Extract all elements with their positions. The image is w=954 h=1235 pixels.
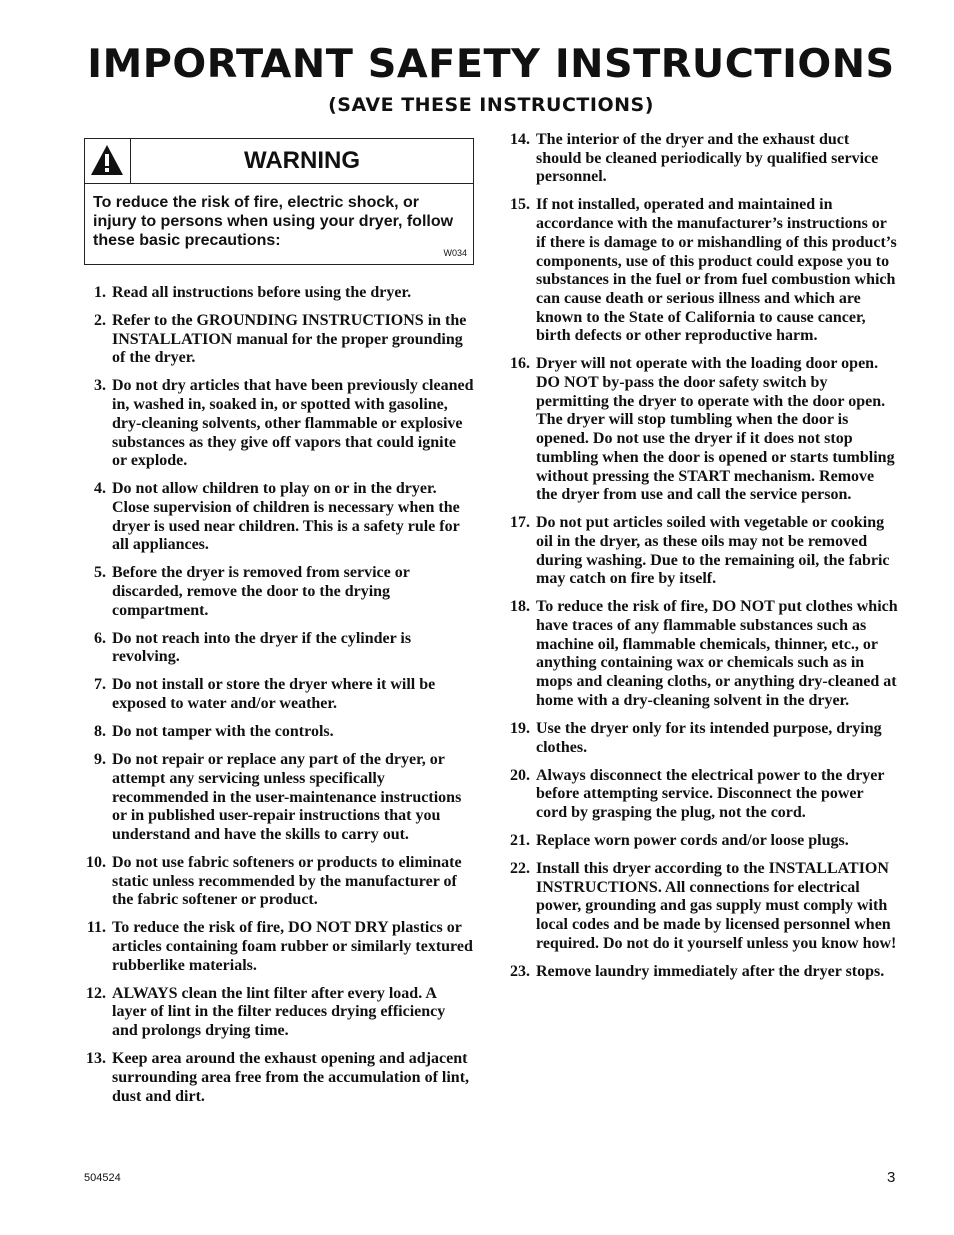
item-number: 19. <box>510 719 530 737</box>
list-item <box>84 284 474 303</box>
item-text: Do not put articles soiled with vegetable or cooking oil in the dryer, as these oils may not be removed during washing. Due to the remaining oil, the fabric may catch on fire by itself. <box>536 514 890 588</box>
item-text: Keep area around the exhaust opening and adjacent surrounding area free from the accumulation of lint, dust and dirt. <box>112 1050 470 1105</box>
item-number: 20. <box>510 766 530 784</box>
list-item <box>84 751 474 845</box>
list-item <box>508 720 898 757</box>
page-number: 3 <box>887 1169 896 1186</box>
page-subtitle: (SAVE THESE INSTRUCTIONS) <box>328 94 654 116</box>
list-item <box>84 312 474 368</box>
list-item <box>84 676 474 713</box>
list-item <box>508 514 898 589</box>
warning-text: To reduce the risk of fire, electric shock, or injury to persons when using your dryer, follow these basic precautions: <box>93 194 454 249</box>
item-text: Dryer will not operate with the loading door open. DO NOT by-pass the door safety switch by permitting the dryer to operate with the door open. The dryer will stop tumbling when the door is opened. Do not use the dryer if it does not stop tumbling when the door is opened or starts tumbling without pressing the START mechanism. Remove the dryer from use and call the service person. <box>536 355 895 504</box>
list-item <box>508 832 898 851</box>
item-text: If not installed, operated and maintained in accordance with the manufacturer’s instructions or if there is damage to or mishandling of this product’s components, use of this product could expose you to substances in the fuel or from fuel combustion which can cause death or serious illness and which are known to the State of California to cause cancer, birth defects or other reproductive harm. <box>536 196 897 345</box>
item-number: 23. <box>510 962 530 980</box>
warning-header <box>85 139 473 184</box>
list-item <box>84 564 474 620</box>
item-number: 4. <box>94 480 106 498</box>
item-number: 9. <box>94 751 106 769</box>
item-number: 8. <box>94 723 106 741</box>
list-item <box>508 963 898 982</box>
document-code: 504524 <box>84 1172 121 1184</box>
item-number: 5. <box>94 564 106 582</box>
item-text: Do not tamper with the controls. <box>112 723 334 741</box>
item-text: Use the dryer only for its intended purpose, drying clothes. <box>536 719 882 756</box>
list-item <box>84 630 474 667</box>
item-number: 1. <box>94 284 106 301</box>
list-item <box>508 860 898 954</box>
list-item <box>508 355 898 505</box>
item-text: The interior of the dryer and the exhaust duct should be cleaned periodically by qualified service personnel. <box>536 131 879 186</box>
list-item <box>84 919 474 975</box>
item-number: 13. <box>86 1050 106 1068</box>
page-title: IMPORTANT SAFETY INSTRUCTIONS <box>87 42 895 87</box>
item-number: 18. <box>510 598 530 616</box>
item-text: To reduce the risk of fire, DO NOT DRY plastics or articles containing foam rubber or similarly textured rubberlike materials. <box>112 919 473 974</box>
item-text: Do not dry articles that have been previously cleaned in, washed in, soaked in, or spotted with gasoline, dry-cleaning solvents, other flammable or explosive substances as they give off vapors that could ignite or explode. <box>112 377 474 470</box>
right-instructions-list <box>508 131 898 991</box>
item-number: 12. <box>86 984 106 1002</box>
warning-box <box>84 138 474 265</box>
list-item <box>84 985 474 1041</box>
item-number: 14. <box>510 131 530 148</box>
list-item <box>84 1050 474 1106</box>
item-text: Replace worn power cords and/or loose plugs. <box>536 831 849 849</box>
item-text: Refer to the GROUNDING INSTRUCTIONS in the INSTALLATION manual for the proper grounding of the dryer. <box>112 312 467 367</box>
item-number: 21. <box>510 831 530 849</box>
item-number: 10. <box>86 853 106 871</box>
list-item <box>84 723 474 742</box>
item-number: 16. <box>510 355 530 373</box>
item-number: 3. <box>94 377 106 395</box>
item-number: 2. <box>94 312 106 329</box>
item-text: Remove laundry immediately after the dryer stops. <box>536 962 885 980</box>
item-number: 17. <box>510 514 530 532</box>
item-number: 15. <box>510 196 530 214</box>
item-text: Do not use fabric softeners or products to eliminate static unless recommended by the manufacturer of the fabric softener or product. <box>112 853 462 909</box>
item-number: 11. <box>86 919 106 937</box>
item-text: To reduce the risk of fire, DO NOT put clothes which have traces of any flammable substances such as machine oil, flammable chemicals, thinner, etc., or anything containing wax or chemicals such as in mops and cleaning cloths, or anything dry-cleaned at home with a dry-cleaning solvent in the dryer. <box>536 598 898 709</box>
item-text: Do not allow children to play on or in the dryer. Close supervision of children is necessary when the dryer is used near children. This is a safety rule for all appliances. <box>112 480 460 554</box>
warning-triangle-icon <box>90 144 124 176</box>
list-item <box>84 377 474 471</box>
list-item <box>84 480 474 555</box>
left-instructions-list <box>84 284 474 1116</box>
item-text: Always disconnect the electrical power to the dryer before attempting service. Disconnect the power cord by grasping the plug, not the cord. <box>536 766 885 821</box>
list-item <box>508 598 898 710</box>
list-item <box>508 767 898 823</box>
warning-code: W034 <box>443 248 467 258</box>
item-text: ALWAYS clean the lint filter after every load. A layer of lint in the filter reduces drying efficiency and prolongs drying time. <box>112 984 446 1040</box>
item-number: 22. <box>510 859 530 877</box>
list-item <box>508 196 898 346</box>
item-text: Install this dryer according to the INSTALLATION INSTRUCTIONS. All connections for electrical power, grounding and gas supply must comply with local codes and be made by licensed personnel when required. Do not do it yourself unless you know how! <box>536 859 897 952</box>
item-text: Do not reach into the dryer if the cylinder is revolving. <box>112 629 412 666</box>
item-text: Read all instructions before using the dryer. <box>112 284 412 301</box>
list-item <box>84 854 474 910</box>
item-text: Do not repair or replace any part of the dryer, or attempt any servicing unless specifically recommended in the user-maintenance instructions or in published user-repair instructions that you understand and have the skills to carry out. <box>112 751 462 843</box>
item-number: 6. <box>94 629 106 647</box>
item-text: Do not install or store the dryer where it will be exposed to water and/or weather. <box>112 676 436 713</box>
list-item <box>508 131 898 187</box>
item-text: Before the dryer is removed from service or discarded, remove the door to the drying compartment. <box>112 564 410 619</box>
item-number: 7. <box>94 676 106 694</box>
warning-icon-cell <box>85 139 131 183</box>
warning-heading: WARNING <box>244 147 360 174</box>
